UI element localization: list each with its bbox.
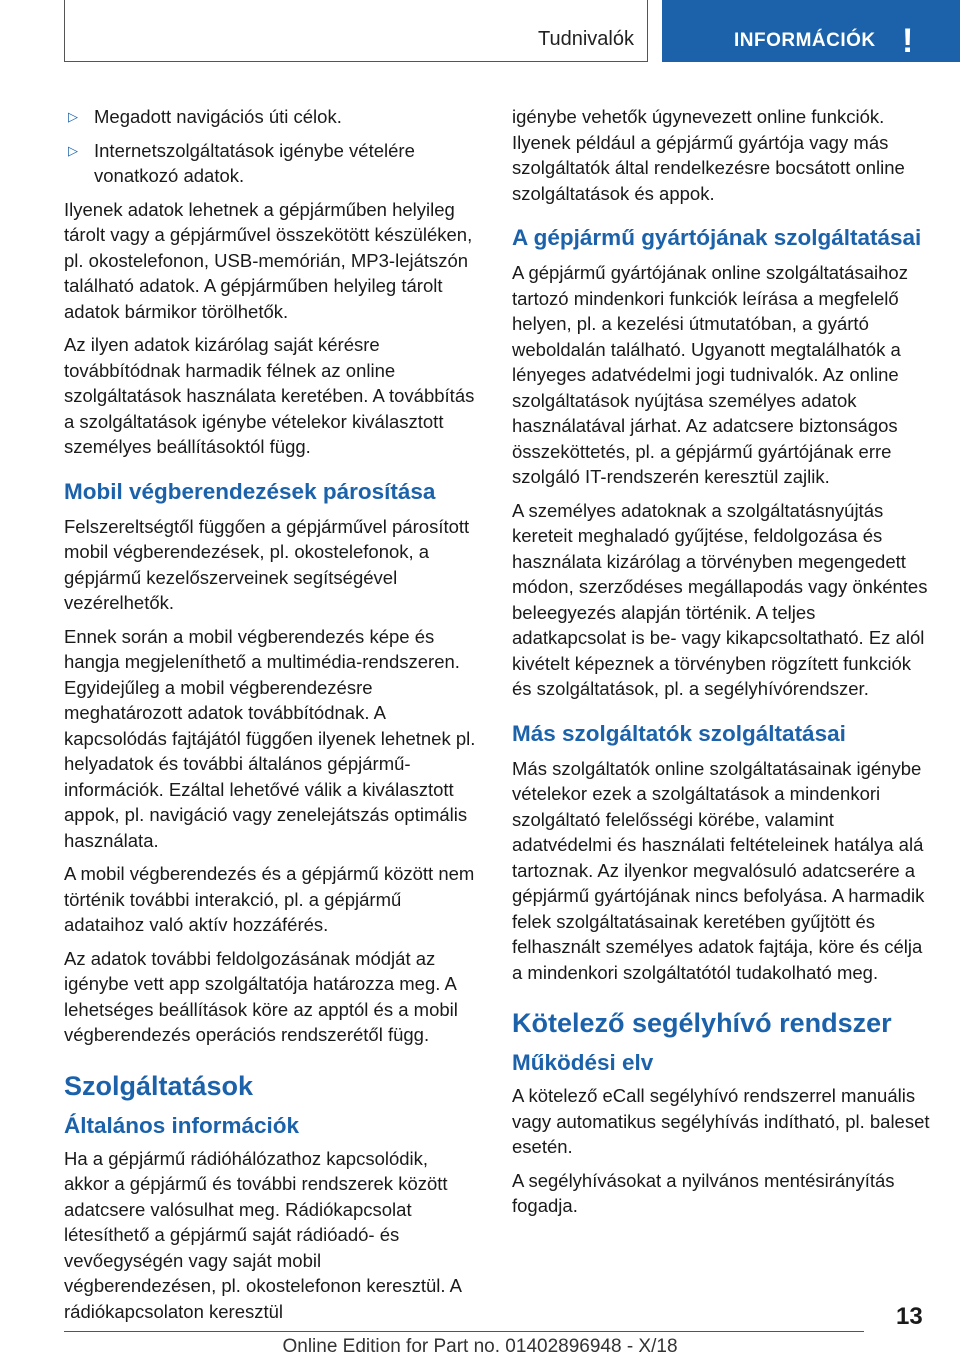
heading-services: Szolgáltatások	[64, 1070, 254, 1101]
paragraph: igénybe vehetők úgynevezett online funkciók. Ilyenek például a gépjármű gyártója vagy más szolgáltatók által rendelkezésre bocsátott online szolgáltatások és appok.	[512, 106, 905, 204]
edition-footer: Online Edition for Part no. 01402896948 - X/18	[282, 1336, 678, 1357]
heading-manufacturer-services: A gépjármű gyártójának szolgáltatásai	[512, 225, 922, 250]
paragraph: Az adatok további feldolgozásának módját az igénybe vett app szolgáltatója határozza meg. A lehetséges beállítások köre az apptól és a mobil végberendezés operációs rendszerétől függ.	[64, 947, 458, 1045]
chapter-tab-label: INFORMÁCIÓK	[734, 30, 876, 51]
paragraph: A kötelező eCall segélyhívó rendszerrel manuális vagy automatikus segélyhívás indítható, pl. baleset esetén.	[512, 1085, 930, 1157]
triangle-bullet-icon: ▷	[68, 142, 78, 158]
paragraph: Ilyenek adatok lehetnek a gépjárműben helyileg tárolt vagy a gépjárművel összekötött készüléken, pl. okostelefonon, USB-memórián, MP3-lejátszón található adatok. A gépjárműben helyileg tárolt adatok bármikor törölhetők.	[64, 198, 473, 322]
paragraph: A mobil végberendezés és a gépjármű között nem történik további interakció, pl. a gépjármű adataihoz való aktív hozzáférés.	[64, 863, 475, 935]
right-column	[512, 104, 930, 1227]
heading-mobile-pairing: Mobil végberendezések párosítása	[64, 478, 436, 504]
paragraph: Más szolgáltatók online szolgáltatásainak igénybe vételekor ezek a szolgáltatások a mindenkori szolgáltató felelősségi körébe, valamint adatvédelmi és használati feltételeinek hatálya alá tartoznak. Az ilyenkor megvalósuló adatcserére a gépjármű gyártójának nincs befolyása. A harmadik felek szolgáltatásainak keretében gyűjtött és felhasznált személyes adatok fajtája, köre és célja a mindenkori szolgáltatótól tudakolható meg.	[512, 757, 925, 983]
heading-general-info: Általános információk	[64, 1112, 300, 1138]
paragraph: A segélyhívásokat a nyilvános mentésirányítás fogadja.	[512, 1169, 895, 1216]
heading-third-party-services: Más szolgáltatók szolgáltatásai	[512, 720, 846, 746]
footer-divider	[64, 1331, 864, 1332]
heading-operating-principle: Működési elv	[512, 1050, 654, 1075]
list-item: ▷ Megadott navigációs úti célok.	[64, 104, 478, 130]
heading-emergency-call: Kötelező segélyhívó rendszer	[512, 1008, 892, 1038]
section-title: Tudnivalók	[538, 28, 634, 50]
exclamation-icon: !	[902, 22, 914, 60]
paragraph: A gépjármű gyártójának online szolgáltatásaihoz tartozó mindenkori funkciók leírása a megfelelő helyen, pl. a kezelési útmutatóban, a gyártó weboldalán található. Ugyanott megtalálhatók a lényeges adatvédelmi jogi tudnivalók. Az online szolgáltatások nyújtása személyes adatok használatával járhat. Az adatcsere biztonságos összeköttetés, pl. a gépjármű gyártójának erre szolgáló IT-rendszerén keresztül zajlik.	[512, 262, 908, 487]
paragraph: Ennek során a mobil végberendezés képe és hangja megjeleníthető a multimédia-rendszeren. Egyidejűleg a mobil végberendezésre meghatározott adatok továbbítódnak. A kapcsolódás fajtájától függően ilyenek lehetnek pl. helyadatok és további általános gépjármű-információk. Ezáltal lehetővé válik a kiválasztott appok, pl. navigáció vagy zenelejátszás optimális használata.	[64, 625, 476, 851]
paragraph: Felszereltségtől függően a gépjárművel párosított mobil végberendezések, pl. okostelefonok, a gépjármű kezelőszerveinek segítségével vezérelhetők.	[64, 515, 470, 613]
list-item: ▷ Internetszolgáltatások igénybe vételére vonatkozó adatok.	[68, 139, 415, 186]
paragraph: A személyes adatoknak a szolgáltatásnyújtás kereteit meghaladó gyűjtése, feldolgozása és használata kizárólag a törvényben megengedett módon, szerződéses megállapodás vagy önkéntes beleegyezés alapján történik. A teljes adatkapcsolat is be- vagy kikapcsoltatható. Ez alól kivételt képeznek a törvényben rögzített funkciók és szolgáltatások, pl. a segélyhívórendszer.	[512, 499, 928, 699]
left-column	[64, 104, 478, 1332]
page-number: 13	[896, 1303, 923, 1330]
paragraph: Az ilyen adatok kizárólag saját kérésre továbbítódnak harmadik félnek az online szolgáltatások használata keretében. A továbbítás a szolgáltatások igénybe vételekor kiválasztott személyes beállításoktól függ.	[64, 334, 475, 457]
triangle-bullet-icon: ▷	[68, 109, 78, 124]
paragraph: Ha a gépjármű rádióhálózathoz kapcsolódik, akkor a gépjármű és további rendszerek között adatcsere valósulhat meg. Rádiókapcsolat létesíthető a gépjármű saját rádióadó- és vevőegységén vagy saját mobil végberendezésen, pl. okostelefonon keresztül. A rádiókapcsolaton keresztül	[64, 1147, 461, 1322]
chapter-tab	[662, 0, 960, 62]
